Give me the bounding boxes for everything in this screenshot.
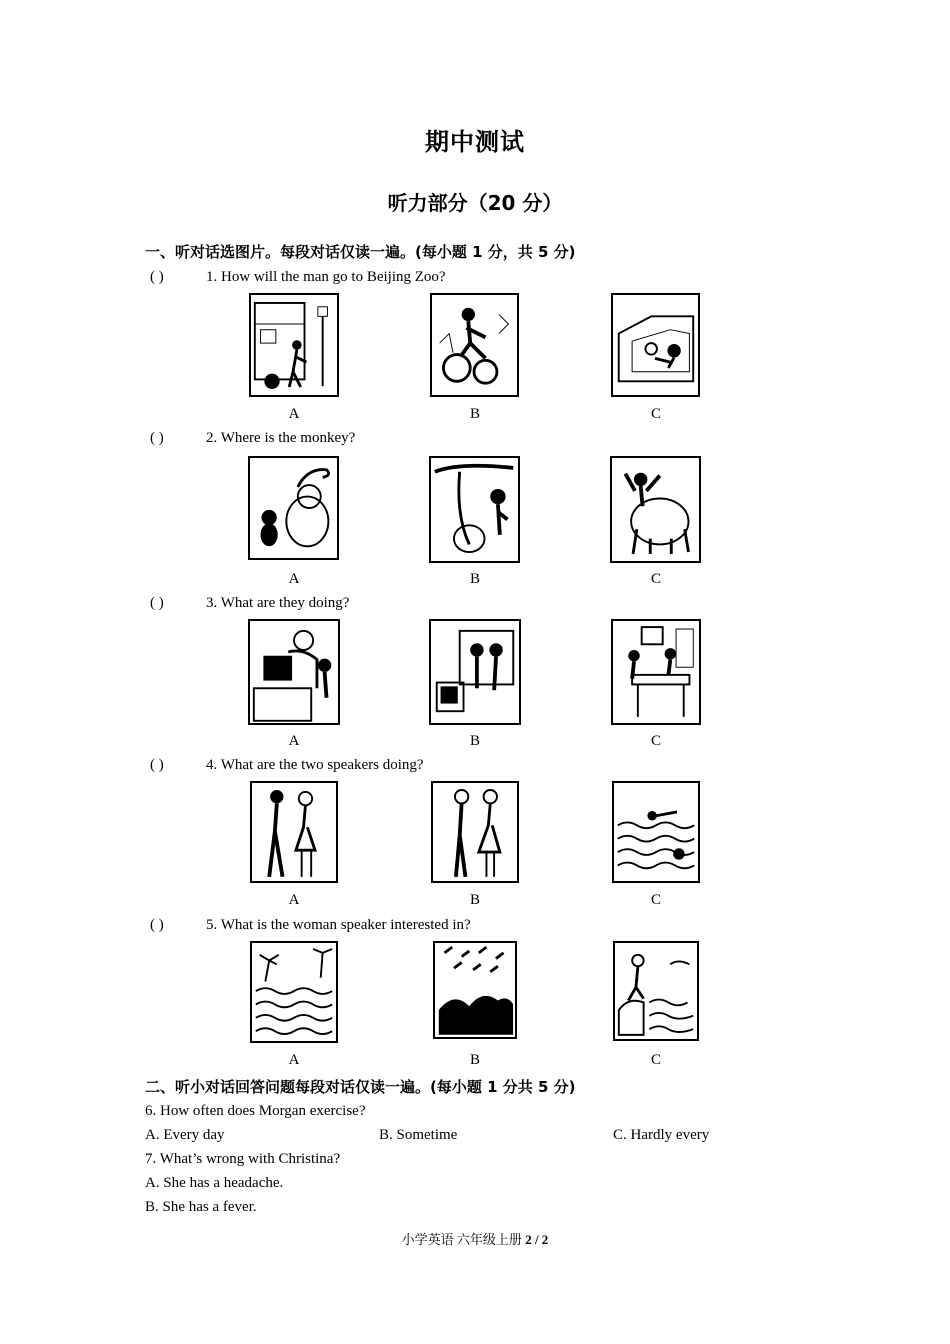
q7-option-a[interactable]: A. She has a headache.	[145, 1175, 284, 1191]
q1-picture-a-bus	[249, 293, 339, 397]
question-6: 6. How often does Morgan exercise?	[145, 1103, 366, 1119]
section1-heading: 一、听对话选图片。每段对话仅读一遍。(每小题 1 分，共 5 分)	[145, 243, 576, 261]
option-label: B	[469, 892, 480, 908]
option-label: C	[650, 406, 661, 422]
q2-picture-b-monkey-in-tree	[429, 456, 520, 563]
q1-picture-b-bike	[430, 293, 519, 397]
option-label: C	[650, 733, 661, 749]
question-text: 3. What are they doing?	[206, 595, 350, 611]
option-label: B	[469, 1052, 480, 1068]
q4-picture-a-two-women-talking	[250, 781, 338, 883]
q5-picture-c-sunset-sea	[613, 941, 699, 1041]
option-label: A	[288, 892, 300, 908]
q6-option-a[interactable]: A. Every day	[145, 1127, 225, 1143]
question-text: 2. Where is the monkey?	[206, 430, 356, 446]
q6-option-b[interactable]: B. Sometime	[379, 1127, 458, 1143]
page-number: 2 / 2	[525, 1232, 549, 1247]
q5-picture-a-beach	[250, 941, 338, 1043]
question-7: 7. What’s wrong with Christina?	[145, 1151, 341, 1167]
q2-picture-a-monkey-beside-elephant	[248, 456, 339, 560]
answer-paren[interactable]: ( )	[150, 917, 164, 933]
q4-picture-c-swimming	[612, 781, 700, 883]
option-label: A	[288, 733, 300, 749]
question-5	[150, 917, 471, 934]
q2-picture-c-monkey-on-elephant	[610, 456, 701, 563]
option-label: A	[288, 406, 300, 422]
question-text: 5. What is the woman speaker interested in?	[206, 917, 471, 933]
answer-paren[interactable]: ( )	[150, 430, 164, 446]
q1-picture-c-car	[611, 293, 700, 397]
footer-text: 小学英语 六年级上册	[401, 1232, 522, 1247]
page-title: 期中测试	[425, 128, 525, 156]
question-4	[150, 757, 424, 774]
question-text: 1. How will the man go to Beijing Zoo?	[206, 269, 446, 285]
q6-option-c[interactable]: C. Hardly every	[613, 1127, 710, 1143]
q3-picture-a-computer	[248, 619, 340, 725]
answer-paren[interactable]: ( )	[150, 595, 164, 611]
question-3	[150, 595, 349, 612]
q3-picture-c-dinner-table	[611, 619, 701, 725]
question-text: 4. What are the two speakers doing?	[206, 757, 424, 773]
section2-heading: 二、听小对话回答问题每段对话仅读一遍。(每小题 1 分共 5 分)	[145, 1078, 576, 1096]
option-label: B	[469, 733, 480, 749]
question-1	[150, 269, 446, 286]
answer-paren[interactable]: ( )	[150, 757, 164, 773]
q7-option-b[interactable]: B. She has a fever.	[145, 1199, 257, 1215]
option-label: C	[650, 571, 661, 587]
option-label: A	[288, 1052, 300, 1068]
q5-picture-b-rain-forest	[433, 941, 517, 1039]
page-subtitle: 听力部分（20 分）	[387, 191, 563, 215]
option-label: B	[469, 406, 480, 422]
page-footer	[0, 1229, 950, 1248]
option-label: A	[288, 571, 300, 587]
option-label: C	[650, 1052, 661, 1068]
answer-paren[interactable]: ( )	[150, 269, 164, 285]
question-2	[150, 430, 355, 447]
option-label: B	[469, 571, 480, 587]
option-label: C	[650, 892, 661, 908]
q3-picture-b-watching-tv	[429, 619, 521, 725]
q4-picture-b-two-people-standing	[431, 781, 519, 883]
